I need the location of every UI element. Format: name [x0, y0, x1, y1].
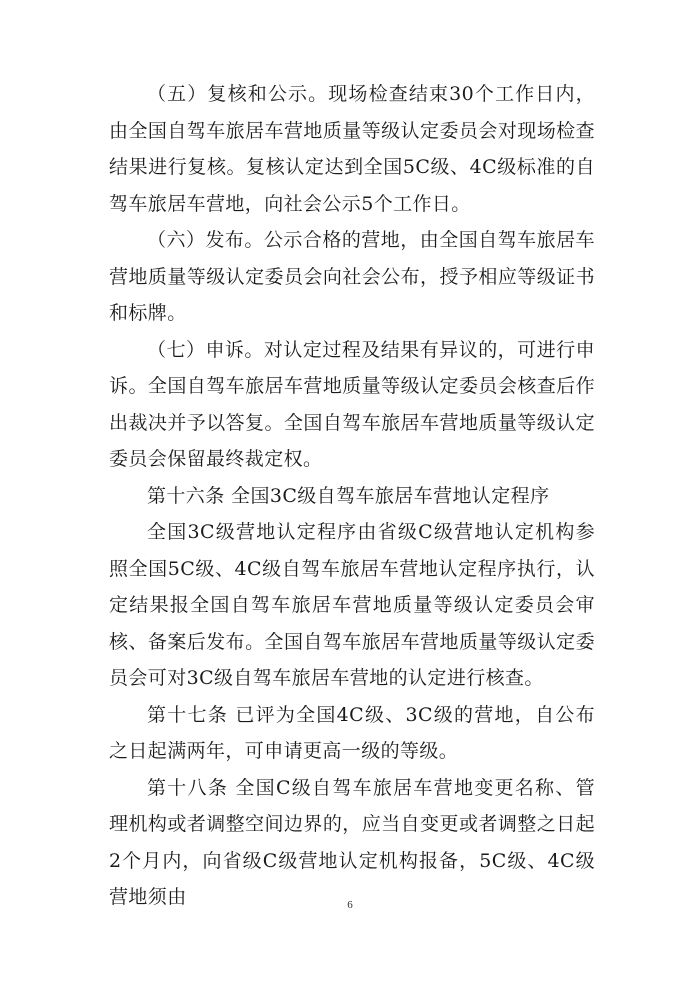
paragraph-3c-procedure: 全国3C级营地认定程序由省级C级营地认定机构参照全国5C级、4C级自驾车旅居车营地认定程序执行，认定结果报全国自驾车旅居车营地质量等级认定委员会审核、备案后发布。全国自驾车旅居车营地质量等级认定委员会可对3C级自驾车旅居车营地的认定进行核查。: [109, 521, 595, 689]
paragraph-appeal: （七）申诉。对认定过程及结果有异议的，可进行申诉。全国自驾车旅居车营地质量等级认定委员会核查后作出裁决并予以答复。全国自驾车旅居车营地质量等级认定委员会保留最终裁定权。: [109, 338, 595, 470]
article-17: 第十七条 已评为全国4C级、3C级的营地，自公布之日起满两年，可申请更高一级的等级。: [109, 703, 595, 762]
article-16-heading: 第十六条 全国3C级自驾车旅居车营地认定程序: [147, 484, 550, 507]
article-18: 第十八条 全国C级自驾车旅居车营地变更名称、管理机构或者调整空间边界的，应当自变更或者调整之日起2个月内，向省级C级营地认定机构报备，5C级、4C级营地须由: [109, 776, 595, 908]
page-number: 6: [347, 899, 353, 911]
paragraph-release: （六）发布。公示合格的营地，由全国自驾车旅居车营地质量等级认定委员会向社会公布，授予相应等级证书和标牌。: [109, 229, 595, 324]
paragraph-review-and-publicity: （五）复核和公示。现场检查结束30个工作日内，由全国自驾车旅居车营地质量等级认定委员会对现场检查结果进行复核。复核认定达到全国5C级、4C级标准的自驾车旅居车营地，向社会公示5个工作日。: [109, 83, 595, 215]
body-text: [109, 76, 595, 916]
